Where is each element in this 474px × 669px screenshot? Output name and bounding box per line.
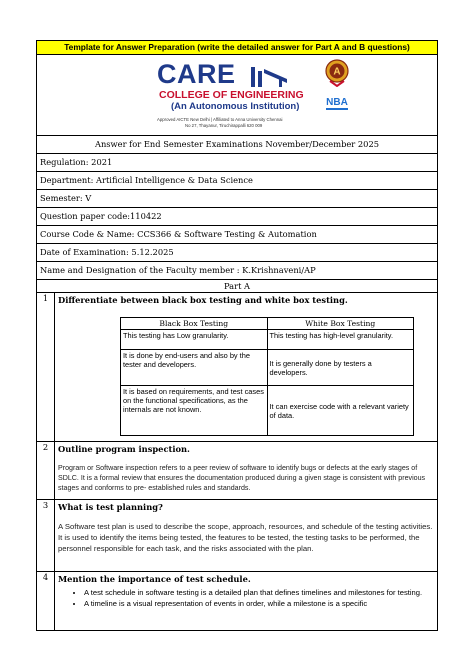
answer-text: Program or Software inspection refers to a peer review of software to identify bugs or defects at the early stages of SDLC. It is a formal review that ensures the documentation produced during a given stage is consistent with previous stages and conforms to pre- established rules and standards. bbox=[58, 464, 426, 492]
logo-care-text: CARE bbox=[157, 59, 236, 89]
answer-text: A Software test plan is used to describe the scope, approach, resources, and schedule of the testing activities. It is used to identify the items being tested, the features to be tested, the testing tasks to be performed, the personnel responsible for each task, and the risks associated with the plan. bbox=[58, 522, 433, 553]
table-cell: It is generally done by testers a developers. bbox=[267, 350, 414, 386]
template-header: Template for Answer Preparation (write the detailed answer for Part A and B questions) bbox=[37, 41, 438, 55]
department: Department: Artificial Intelligence & Data Science bbox=[37, 172, 438, 190]
question-row bbox=[37, 293, 438, 442]
table-row bbox=[121, 386, 414, 436]
table-cell: It can exercise code with a relevant variety of data. bbox=[267, 386, 414, 436]
logo-college-text: COLLEGE OF ENGINEERING bbox=[159, 89, 304, 101]
column-header-white-box: White Box Testing bbox=[267, 318, 414, 330]
svg-text:NBA: NBA bbox=[326, 97, 348, 108]
question-number: 3 bbox=[37, 500, 55, 572]
logo-cell bbox=[37, 55, 438, 136]
faculty-name: Name and Designation of the Faculty member : K.Krishnaveni/AP bbox=[37, 262, 438, 280]
semester: Semester: V bbox=[37, 190, 438, 208]
column-header-black-box: Black Box Testing bbox=[121, 318, 268, 330]
list-item: • A timeline is a visual representation of events in order, while a milestone is a specific bbox=[84, 599, 434, 609]
question-title: Outline program inspection. bbox=[58, 444, 190, 454]
question-title: Differentiate between black box testing and white box testing. bbox=[58, 295, 348, 305]
accreditation-emblem-icon bbox=[325, 59, 349, 87]
question-title: Mention the importance of test schedule. bbox=[58, 574, 251, 584]
question-title: What is test planning? bbox=[58, 502, 163, 512]
table-row bbox=[121, 350, 414, 386]
logo-autonomous-text: (An Autonomous Institution) bbox=[171, 101, 300, 112]
logo-building-icon bbox=[249, 65, 289, 87]
table-cell: It is based on requirements, and test cases on the functional specifications, as the internals are not known. bbox=[121, 386, 268, 436]
table-row bbox=[121, 330, 414, 350]
college-logo bbox=[157, 59, 348, 135]
part-heading: Part A bbox=[37, 280, 438, 293]
exam-date: Date of Examination: 5.12.2025 bbox=[37, 244, 438, 262]
regulation: Regulation: 2021 bbox=[37, 154, 438, 172]
exam-title: Answer for End Semester Examinations November/December 2025 bbox=[37, 136, 438, 154]
nba-logo-icon bbox=[323, 89, 351, 115]
logo-approved-text: Approved AICTE New Delhi | Affiliated to Anna University Chennai bbox=[157, 117, 283, 122]
answer-template-table bbox=[36, 40, 438, 631]
table-cell: This testing has high-level granularity. bbox=[267, 330, 414, 350]
question-number: 1 bbox=[37, 293, 55, 442]
question-paper-code: Question paper code:110422 bbox=[37, 208, 438, 226]
question-number: 2 bbox=[37, 442, 55, 500]
comparison-table bbox=[120, 317, 414, 436]
table-cell: It is done by end-users and also by the tester and developers. bbox=[121, 350, 268, 386]
question-row bbox=[37, 442, 438, 500]
question-row bbox=[37, 572, 438, 631]
question-number: 4 bbox=[37, 572, 55, 631]
course-code-name: Course Code & Name: CCS366 & Software Testing & Automation bbox=[37, 226, 438, 244]
question-row bbox=[37, 500, 438, 572]
list-item: • A test schedule in software testing is a detailed plan that defines timelines and milestones for testing. bbox=[84, 588, 434, 598]
answer-bullet-list bbox=[58, 588, 434, 609]
table-cell: This testing has Low granularity. bbox=[121, 330, 268, 350]
svg-text:A: A bbox=[333, 66, 341, 78]
logo-address-text: No 27, Thayanur, Tiruchirappalli 620 009 bbox=[185, 123, 263, 128]
